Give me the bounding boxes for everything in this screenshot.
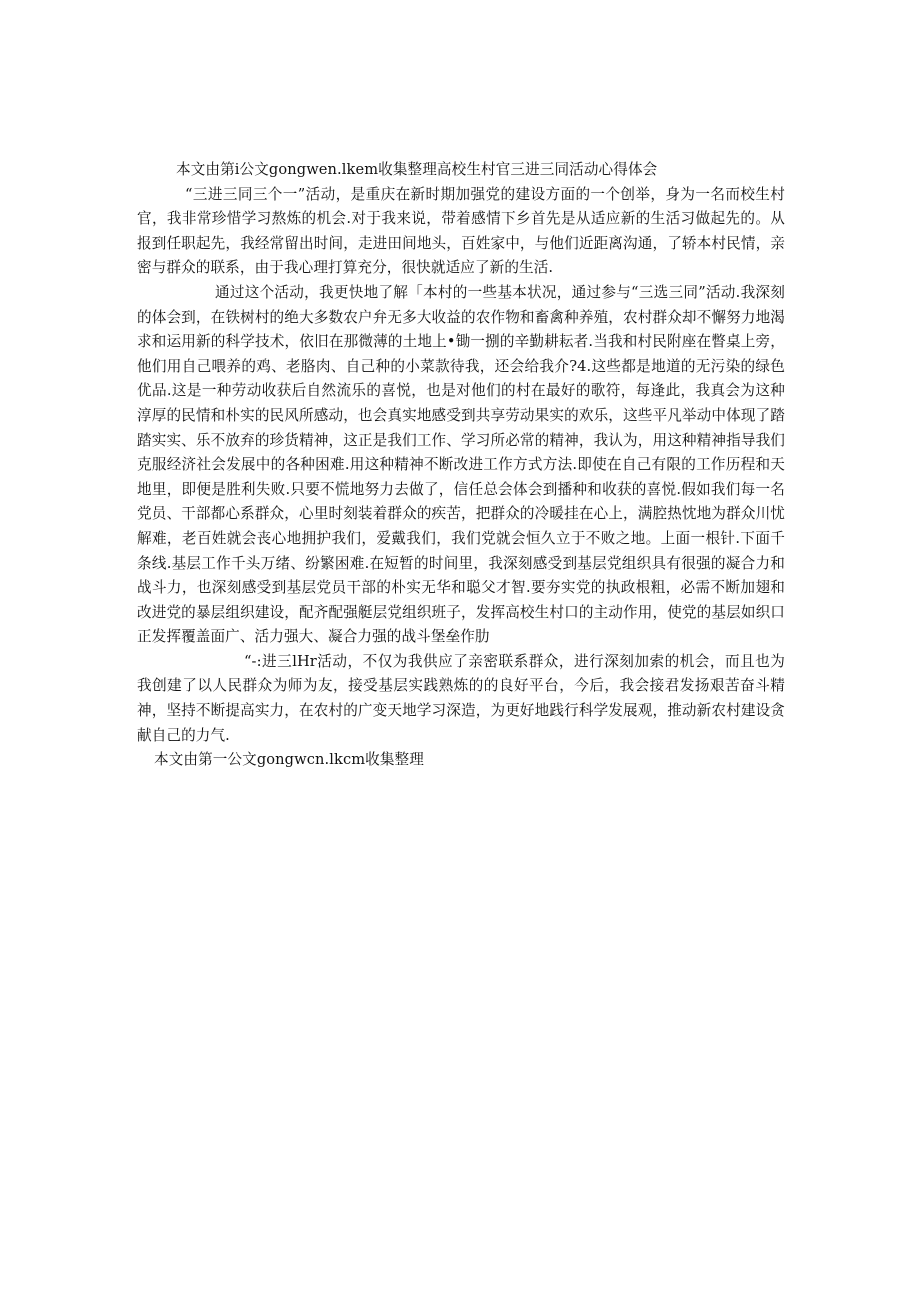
document-body: [137, 158, 785, 773]
document-header-line: 本文由第i公文gongwen.lkem收集整理高校生村官三进三同活动心得体会: [176, 161, 658, 178]
paragraph-3: “-:进三lHr活动，不仅为我供应了亲密联系群众，进行深刻加索的机会，而且也为我创建了以人民群众为师为友，接受基层实践熟炼的的良好平台，今后，我会接君发扬艰苦奋斗精神，坚持不断提高实力，在农村的广变天地学习深造，为更好地践行科学发展观，推动新农村建设贪献自己的力气.: [137, 652, 785, 744]
paragraph-2: 通过这个活动，我更快地了解「本村的一些基本状况，通过参与“三选三同”活动.我深刻的体会到，在铁树村的绝大多数农户弁无多大收益的农作物和畜禽种养殖，农村群众却不懈努力地渴求和运用新的科学技术，依旧在那微薄的土地上•锄一捌的辛勤耕耘者.当我和村民附座在瞥桌上旁，他们用自己喂养的鸡、老胳肉、自己种的小菜款待我，还会给我介?4.这些都是地道的无污染的绿色优品.这是一种劳动收获后自然流乐的喜悦，也是对他们的村在最好的歌符，每逢此，我真会为这种淳厚的民情和朴实的民风所感动，也会真实地感受到共享劳动果实的欢乐，这些平凡举动中体现了踏踏实实、乐不放弃的珍货精神，这正是我们工作、学习所必常的精神，我认为，用这种精神指导我们克服经济社会发展中的各种困难.用这种精神不断改进工作方式方法.即使在自己有限的工作历程和天地里，即便是胜利失败.只要不慌地努力去做了，信任总会体会到播种和收获的喜悦.假如我们每一名党员、干部都心系群众，心里时刻装着群众的疾苦，把群众的冷暖挂在心上，满腔热忱地为群众川忧解难，老百姓就会丧心地拥护我们，爱戴我们，我们党就会恒久立于不败之地。上面一根针.下面千条线.基层工作千头万绪、纷繁困难.在短暂的时间里，我深刻感受到基层党组织具有很强的凝合力和战斗力，也深刻感受到基层党员干部的朴实无华和聪父才智.要夯实党的执政根粗，必需不断加翅和改进党的暴层组织建设，配齐配强艇层党组织班子，发挥高校生村口的主动作用，使党的基层如织口正发挥覆盖面广、活力强大、凝合力强的战斗堡垒作肋: [137, 283, 785, 646]
document-footer-line: 本文由第一公文gongwcn.lkcm收集整理: [154, 751, 424, 769]
paragraph-1: “三进三同三个一”活动，是重庆在新时期加强党的建设方面的一个创举，身为一名而校生村官，我非常珍惜学习熬炼的机会.对于我来说，带着感情下乡首先是从适应新的生活习做起先的。从报到任职起先，我经常留出时间，走进田间地头，百姓家中，与他们近距离沟通，了轿本村民情，亲密与群众的联系，由于我心理打算充分，很快就适应了新的生活.: [137, 185, 785, 277]
